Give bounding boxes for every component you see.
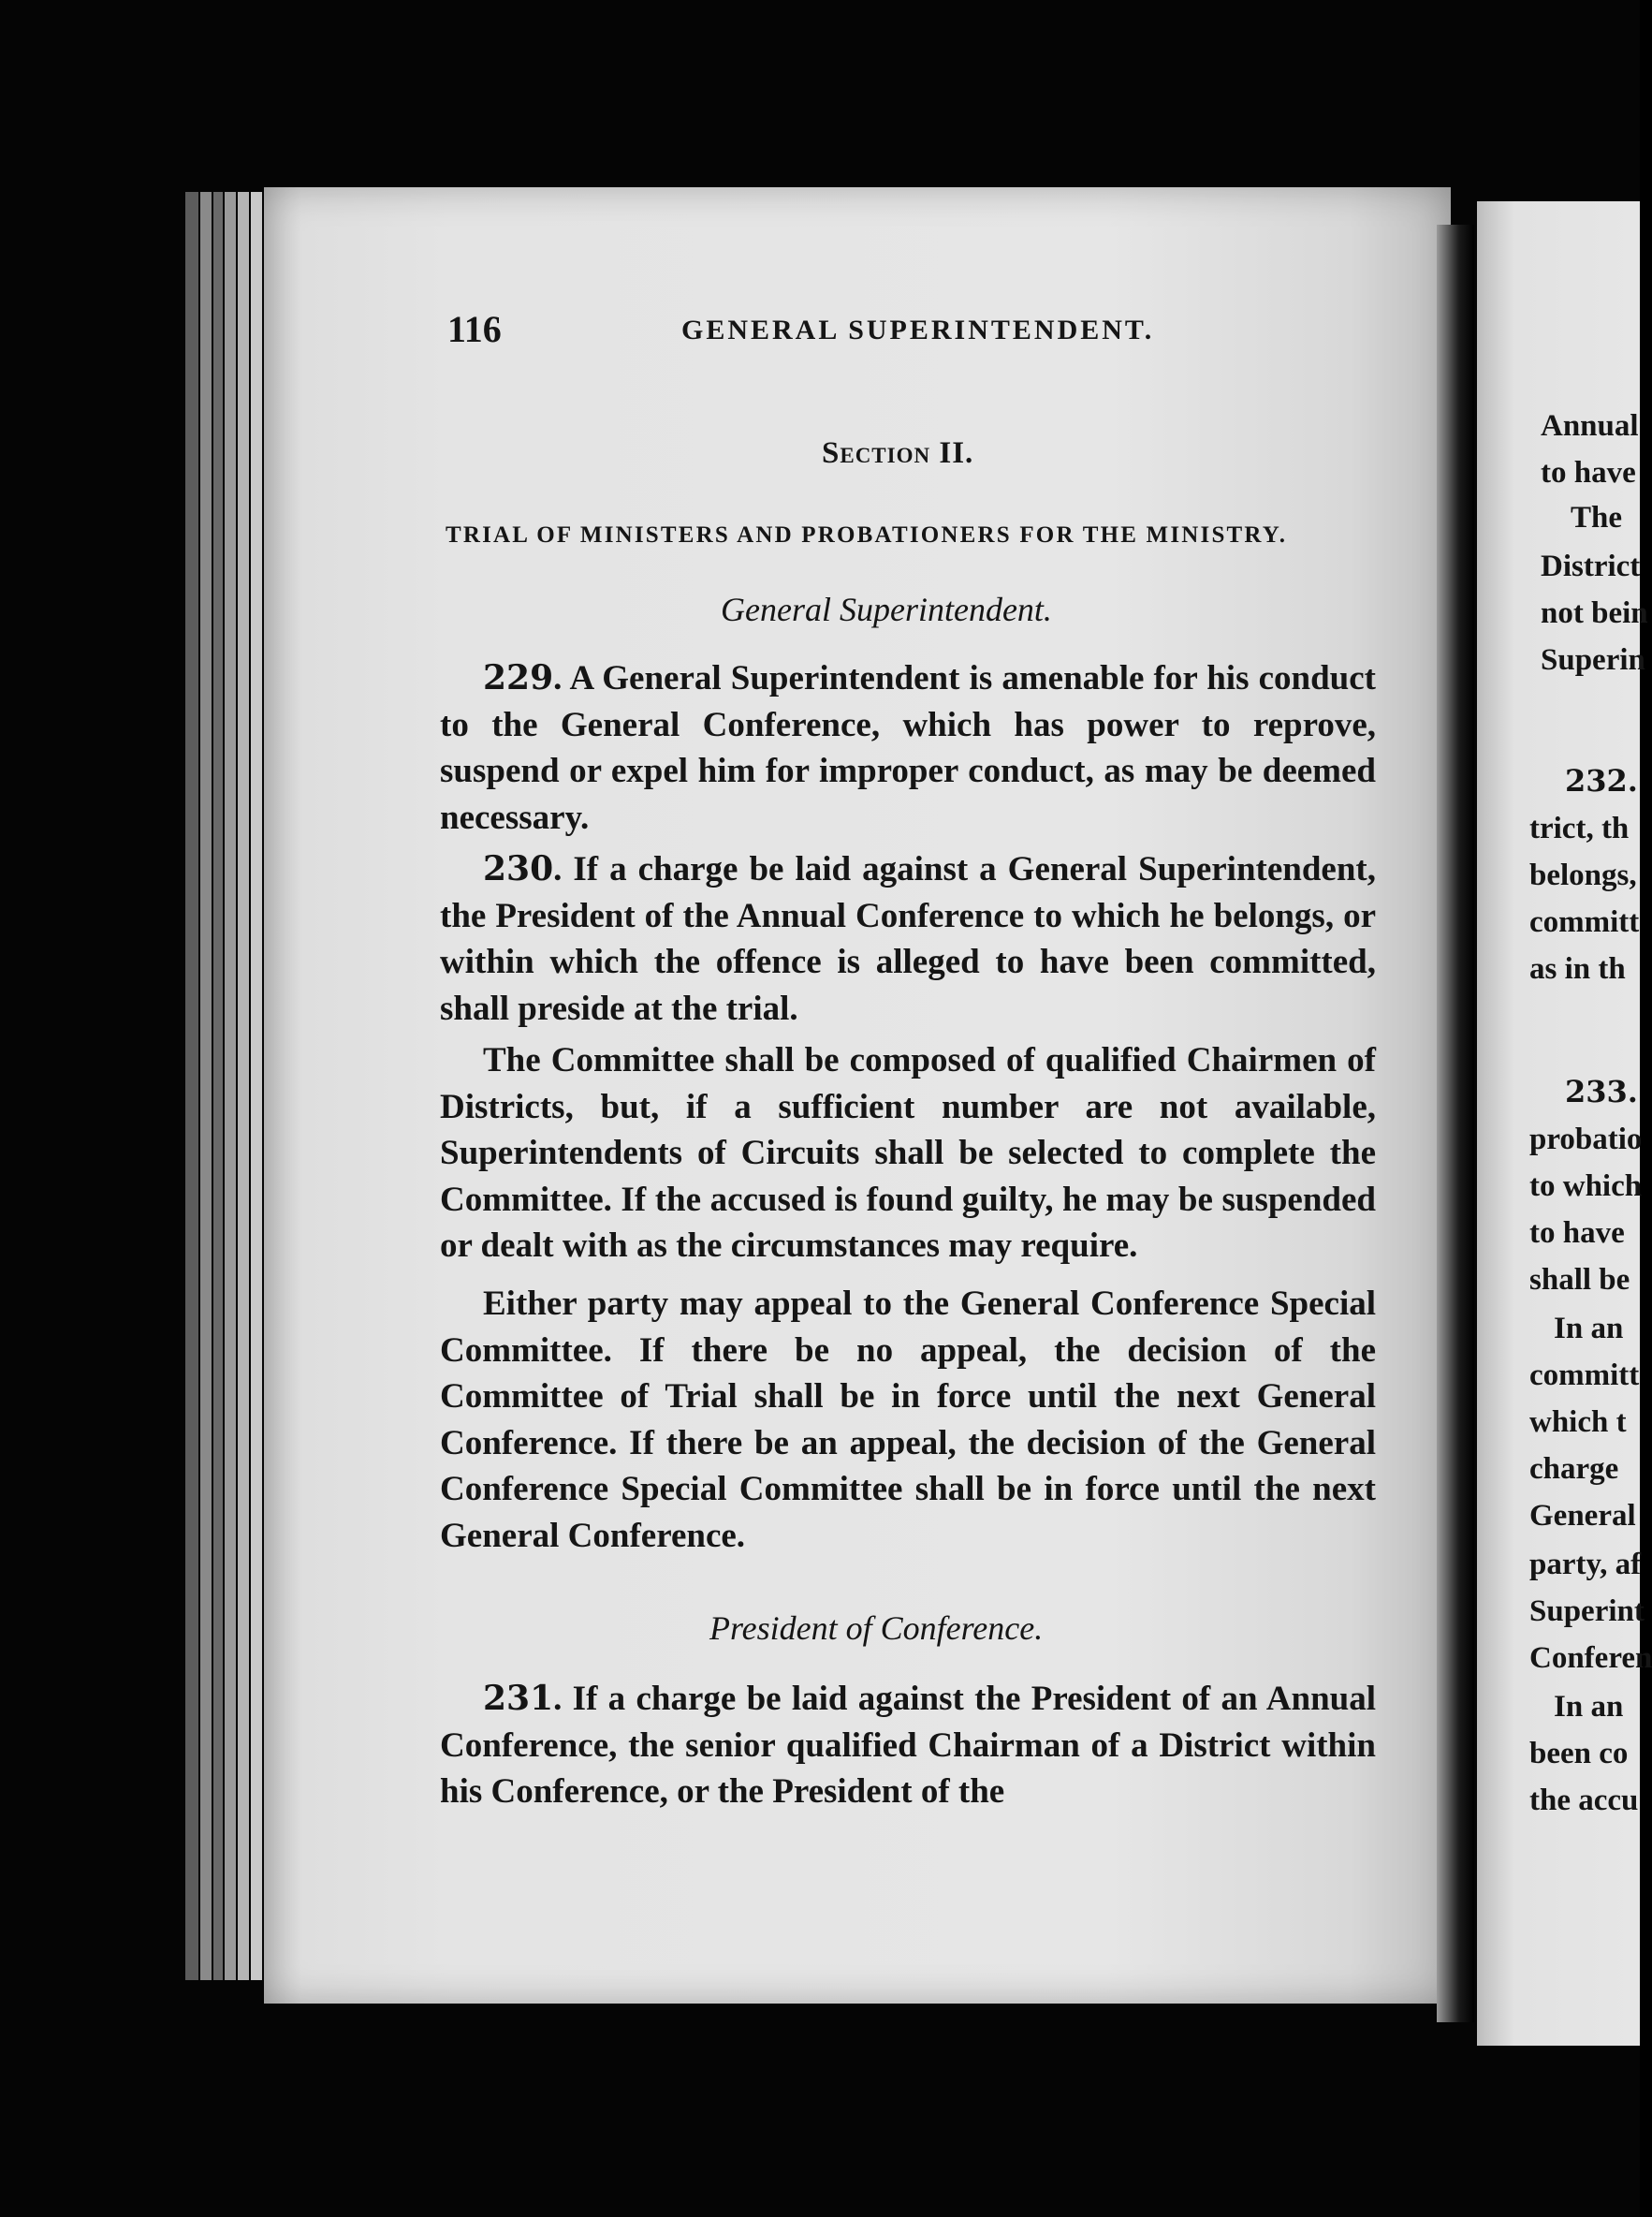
right-page-line: 232.: [1565, 763, 1638, 799]
right-page-line: to have: [1529, 1216, 1625, 1250]
right-page-line: as in th: [1529, 952, 1626, 986]
paragraph-number: 230: [483, 849, 554, 888]
page-edge: [238, 192, 249, 1980]
right-page-line: 233.: [1565, 1074, 1638, 1109]
right-page-line: committ: [1529, 905, 1640, 939]
paragraph-number: 231: [483, 1679, 554, 1718]
right-page-line: The: [1571, 501, 1623, 535]
right-page-line: the accu: [1529, 1784, 1639, 1817]
right-page-line: not bein: [1541, 596, 1648, 630]
right-page-line: District: [1541, 550, 1641, 583]
right-page-line: In an: [1554, 1690, 1624, 1724]
right-page-line: Conferen: [1529, 1641, 1652, 1675]
right-page-line: which t: [1529, 1405, 1627, 1439]
page-edge: [213, 192, 223, 1980]
section-title: Section II.: [822, 436, 974, 470]
right-page-line: to have: [1541, 456, 1636, 490]
right-page-line: been co: [1529, 1737, 1629, 1770]
right-page-line: committ: [1529, 1358, 1640, 1392]
right-page-line: charge: [1529, 1452, 1619, 1486]
paragraph-text: . If a charge be laid against the President of an Annual Conference, the senior qualified Chairman of a District within his Conference, or the President of the: [440, 1680, 1376, 1811]
right-page-line: Annual: [1541, 409, 1639, 443]
page-edge: [185, 192, 198, 1980]
right-page-line: General: [1529, 1499, 1636, 1533]
page-number: 116: [447, 308, 502, 350]
paragraph-229: [440, 655, 1376, 841]
subhead-president-of-conference: President of Conference.: [709, 1609, 1044, 1647]
paragraph-230: [440, 846, 1376, 1032]
right-page-line: Superin: [1541, 643, 1645, 677]
page-edge: [225, 192, 236, 1980]
right-page-line: trict, th: [1529, 812, 1630, 845]
right-page-fragment: [1477, 201, 1652, 2046]
paragraph-text: . A General Superintendent is amenable for his conduct to the General Conference, which has power to reprove, suspend or expel him for improper conduct, as may be deemed necessary.: [440, 659, 1376, 837]
subhead-general-superintendent: General Superintendent.: [721, 591, 1052, 628]
page-edge: [200, 192, 212, 1980]
book-gutter: [1437, 225, 1474, 2022]
right-page-line: party, af: [1529, 1548, 1642, 1581]
paragraph-231: [440, 1676, 1376, 1815]
right-page-line: In an: [1554, 1312, 1624, 1345]
section-subtitle: TRIAL OF MINISTERS AND PROBATIONERS FOR THE MINISTRY.: [446, 522, 1288, 548]
paragraph-text: . If a charge be laid against a General Superintendent, the President of the Annual Conference to which he belongs, or within which the offence is alleged to have been committed, shall preside at the trial.: [440, 850, 1376, 1028]
right-page-line: probatio: [1529, 1123, 1643, 1156]
right-page-line: shall be: [1529, 1263, 1630, 1297]
running-head: GENERAL SUPERINTENDENT.: [681, 315, 1155, 345]
paragraph-committee: The Committee shall be composed of qualified Chairmen of Districts, but, if a sufficient number are not available, Superintendents of Circuits shall be selected to complete the Committee. If the accused is found guilty, he may be suspended or dealt with as the circumstances may require.: [440, 1041, 1376, 1265]
right-page-line: to which: [1529, 1169, 1643, 1203]
page-edge: [251, 192, 262, 1980]
paragraph-number: 229: [483, 658, 554, 697]
right-page-line: Superint: [1529, 1594, 1645, 1628]
paragraph-appeal: Either party may appeal to the General Conference Special Committee. If there be no appeal, the decision of the Committee of Trial shall be in force until the next General Conference. If there be an appeal, the decision of the General Conference Special Committee shall be in force until the next General Conference.: [440, 1285, 1376, 1555]
right-page-line: belongs,: [1529, 859, 1637, 892]
